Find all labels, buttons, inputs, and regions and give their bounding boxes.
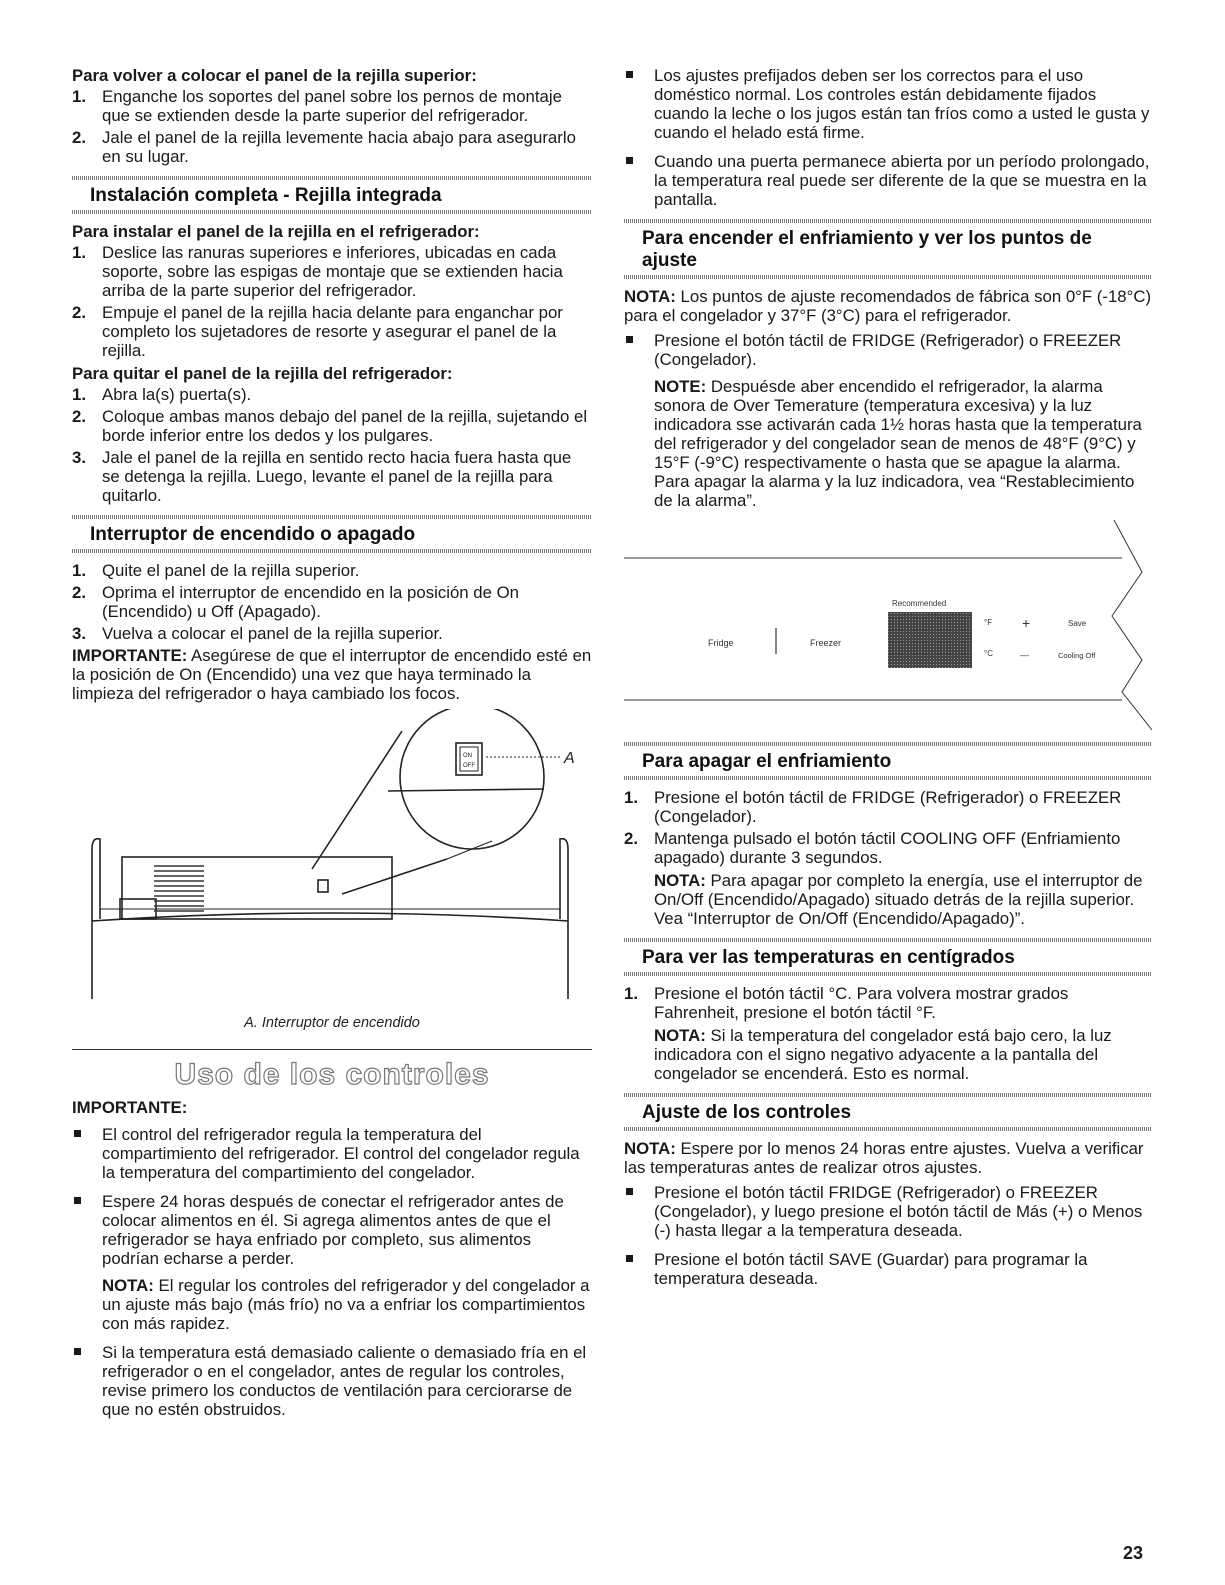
list-item: 3. Vuelva a colocar el panel de la rejilla superior. [72, 624, 443, 643]
list-item: 1. Enganche los soportes del panel sobre los pernos de montaje que se extienden desde la parte superior del refrigerador. [72, 87, 562, 125]
section-header-turn-on-cooling [624, 219, 1152, 279]
deg-c-button[interactable]: °C [984, 649, 993, 658]
list-item: El control del refrigerador regula la temperatura del compartimiento del refrigerador. El control del congelador regula la temperatura del compartimiento del congelador. [72, 1125, 592, 1182]
section-title: Interruptor de encendido o apagado [90, 524, 416, 545]
control-panel-figure [624, 520, 1152, 730]
list-item: 1. Abra la(s) puerta(s). [72, 385, 252, 404]
subhead-replace-top-grille: Para volver a colocar el panel de la rejilla superior: [72, 66, 477, 85]
fridge-label: Fridge [708, 638, 734, 648]
list-item: Presione el botón táctil FRIDGE (Refrigerador) o FREEZER (Congelador), y luego presione el botón táctil de Más (+) o Menos (-) hasta llegar a la temperatura deseada. [624, 1183, 1152, 1240]
left-column [72, 62, 592, 1429]
note-setpoints: NOTA: Los puntos de ajuste recomendados de fábrica son 0°F (-18°C) para el congelador y 37°F (3°C) para el refrigerador. [624, 287, 1152, 325]
section-header-installation [72, 176, 592, 214]
list-item: Presione el botón táctil SAVE (Guardar) para programar la temperatura deseada. [624, 1250, 1152, 1288]
steps-install-grille [72, 243, 592, 360]
section-header-power-switch [72, 515, 592, 553]
section-title: Para apagar el enfriamiento [642, 751, 892, 772]
note-alarm: NOTE: Despuésde aber encendido el refrigerador, la alarma sonora de Over Temerature (temperatura excesiva) y la luz indicadora sse activarán cada 1½ horas hasta que la temperatura del refrigerador y del congelador sean de menos de 48°F (9°C) y 15°F (-9°C) respectivamente o hasta que se apague la alarma. Para apagar la alarma y la luz indicadora, vea “Restablecimiento de la alarma”. [654, 377, 1142, 510]
figure-caption: A. Interruptor de encendido [244, 1015, 420, 1031]
important-power-note: IMPORTANTE: Asegúrese de que el interruptor de encendido esté en la posición de On (Encendido) una vez que haya terminado la limpieza del refrigerador o haya cambiado los focos. [72, 646, 592, 703]
list-item: Cuando una puerta permanece abierta por un período prolongado, la temperatura real puede ser diferente de la que se muestra en la pantalla. [624, 152, 1152, 209]
chapter-title: Uso de los controles [174, 1058, 490, 1091]
section-header-celsius [624, 938, 1152, 976]
steps-replace-top-grille [72, 87, 592, 166]
list-item: 1. Deslice las ranuras superiores e inferiores, ubicadas en cada soporte, sobre las espigas de montaje que se extienden hacia arriba de la parte superior del refrigerador. [72, 243, 563, 300]
steps-celsius [624, 984, 1152, 1083]
control-panel-illustration [624, 520, 1152, 730]
steps-remove-grille [72, 385, 592, 505]
list-item: 2. Mantenga pulsado el botón táctil COOLING OFF (Enfriamiento apagado) durante 3 segundos. NOTA: Para apagar por completo la energía, use el interruptor de On/Off (Encendido/Apagado) situado detrás de la rejilla superior. Vea “Interruptor de On/Off (Encendido/Apagado)”. [624, 829, 1152, 928]
section-header-adjust-controls [624, 1093, 1152, 1131]
list-item: Los ajustes prefijados deben ser los correctos para el uso doméstico normal. Los controles están debidamente fijados cuando la leche o los jugos están tan fríos como a usted le gusta y cuando el helado está firme. [624, 66, 1152, 142]
note: NOTA: El regular los controles del refrigerador y del congelador a un ajuste más bajo (más frío) no va a enfriar los compartimientos con más rapidez. [102, 1276, 590, 1333]
list-item: Presione el botón táctil de FRIDGE (Refrigerador) o FREEZER (Congelador). NOTE: Despuésde aber encendido el refrigerador, la alarma sonora de Over Temerature (temperatura excesiva) y la luz indicadora sse activarán cada 1½ horas hasta que la temperatura del refrigerador y del congelador sean de menos de 48°F (9°C) y 15°F (-9°C) respectivamente o hasta que se apague la alarma. Para apagar la alarma y la luz indicadora, vea “Restablecimiento de la alarma”. [624, 331, 1152, 510]
list-item: 3. Jale el panel de la rejilla en sentido recto hacia fuera hasta que se detenga la rejilla. Luego, levante el panel de la rejilla para quitarlo. [72, 448, 572, 505]
switch-on-label: ON [463, 753, 472, 759]
note-freezer-below-zero: NOTA: Si la temperatura del congelador está bajo cero, la luz indicadora con el signo negativo adyacente a la pantalla del congelador se encenderá. Esto es normal. [654, 1026, 1112, 1083]
subhead-remove-grille: Para quitar el panel de la rejilla del refrigerador: [72, 364, 453, 383]
minus-button[interactable]: — [1020, 650, 1029, 660]
adjust-bullets [624, 1183, 1152, 1288]
list-item: 1. Presione el botón táctil °C. Para volvera mostrar grados Fahrenheit, presione el botón táctil °F. NOTA: Si la temperatura del congelador está bajo cero, la luz indicadora con el signo negativo adyacente a la pantalla del congelador se encenderá. Esto es normal. [624, 984, 1152, 1083]
deg-f-button[interactable]: °F [984, 618, 993, 627]
list-item: 1. Quite el panel de la rejilla superior. [72, 561, 360, 580]
figure-callout-a: A [564, 750, 575, 767]
list-item: 1. Presione el botón táctil de FRIDGE (Refrigerador) o FREEZER (Congelador). [624, 788, 1122, 826]
list-item: 2. Coloque ambas manos debajo del panel de la rejilla, sujetando el borde inferior entre los dedos y los pulgares. [72, 407, 588, 445]
page-number: 23 [1122, 1543, 1143, 1563]
section-title: Ajuste de los controles [642, 1102, 852, 1123]
section-title: Para encender el enfriamiento y ver los puntos de ajuste [642, 228, 1092, 271]
turn-on-bullets [624, 331, 1152, 510]
right-column [624, 66, 1152, 1298]
list-item: Si la temperatura está demasiado caliente o demasiado fría en el refrigerador o en el congelador, antes de regular los controles, revise primero los conductos de ventilación para cerciorarse de que no estén obstruidos. [72, 1343, 592, 1419]
steps-turn-off [624, 788, 1152, 928]
freezer-label: Freezer [810, 638, 842, 648]
list-item: 2. Empuje el panel de la rejilla hacia delante para enganchar por completo los sujetadores de resorte y asegurar el panel de la rejilla. [72, 303, 563, 360]
section-title: Para ver las temperaturas en centígrados [642, 947, 1015, 968]
note-power: NOTA: Para apagar por completo la energía, use el interruptor de On/Off (Encendido/Apagado) situado detrás de la rejilla superior. Vea “Interruptor de On/Off (Encendido/Apagado)”. [654, 871, 1143, 928]
recommended-label: Recommended [892, 599, 947, 608]
important-heading: IMPORTANTE: [72, 1098, 188, 1117]
divider [72, 1049, 592, 1050]
note-wait-24h: NOTA: Espere por lo menos 24 horas entre ajustes. Vuelva a verificar las temperaturas antes de realizar otros ajustes. [624, 1139, 1144, 1177]
section-title: Instalación completa - Rejilla integrada [90, 185, 442, 206]
cooling-off-button[interactable]: Cooling Off [1058, 651, 1096, 660]
list-item: 2. Oprima el interruptor de encendido en la posición de On (Encendido) u Off (Apagado). [72, 583, 519, 621]
plus-button[interactable]: + [1022, 615, 1031, 631]
section-header-turn-off-cooling [624, 742, 1152, 780]
steps-power-switch [72, 561, 592, 643]
list-item: Espere 24 horas después de conectar el refrigerador antes de colocar alimentos en él. Si agrega alimentos antes de que el refrigerador se haya enfriado por completo, sus alimentos podrían echarse a perder. NOTA: El regular los controles del refrigerador y del congelador a un ajuste más bajo (más frío) no va a enfriar los compartimientos con más rapidez. [72, 1192, 592, 1333]
subhead-install-grille: Para instalar el panel de la rejilla en el refrigerador: [72, 222, 480, 241]
power-switch-figure [72, 709, 592, 1009]
save-button[interactable]: Save [1068, 619, 1087, 628]
list-item: 2. Jale el panel de la rejilla levemente hacia abajo para asegurarlo en su lugar. [72, 128, 576, 166]
power-switch-illustration [72, 709, 592, 1009]
switch-off-label: OFF [463, 763, 475, 769]
settings-bullets [624, 66, 1152, 209]
controls-bullets [72, 1125, 592, 1419]
temperature-display [888, 612, 972, 668]
